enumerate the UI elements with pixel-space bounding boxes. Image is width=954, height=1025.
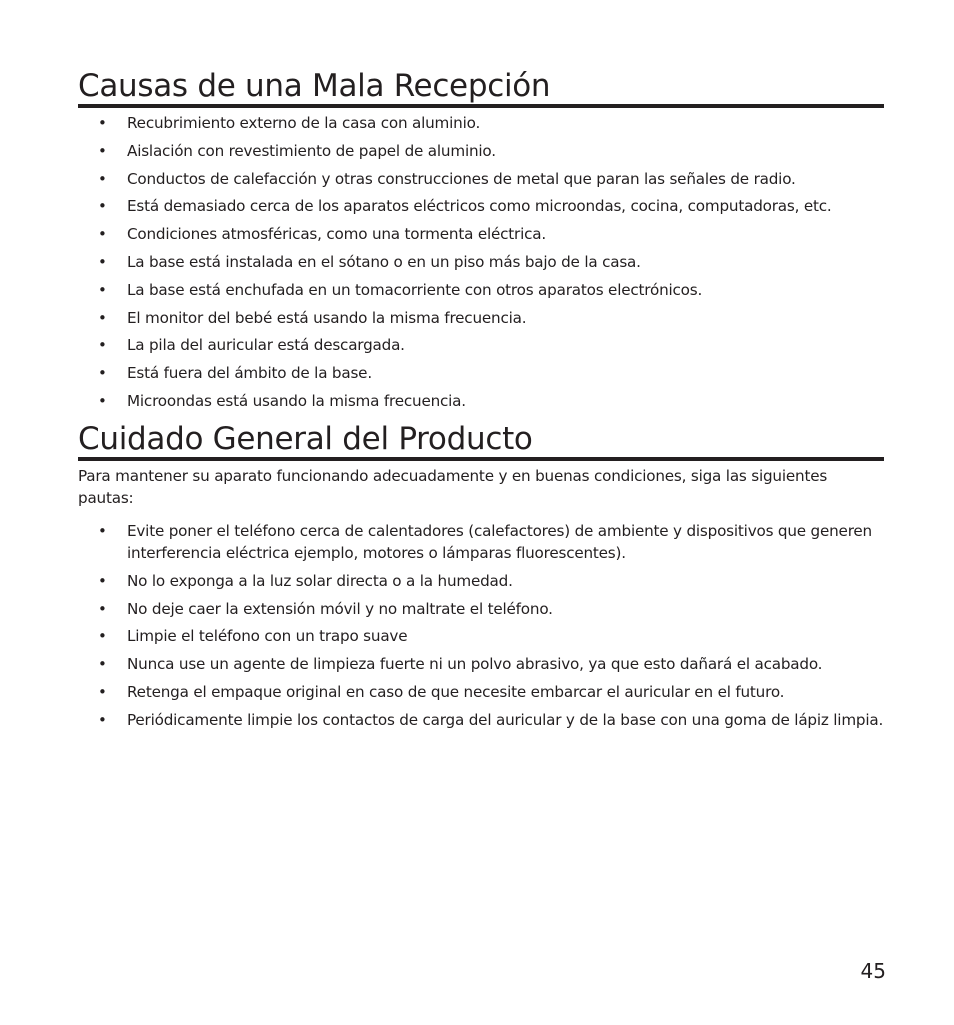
bullet-icon: •	[98, 364, 107, 383]
section-heading-reception: Causas de una Mala Recepción	[78, 68, 884, 108]
list-item-text: Aislación con revestimiento de papel de aluminio.	[127, 141, 496, 160]
list-item-text: El monitor del bebé está usando la misma frecuencia.	[127, 308, 527, 327]
list-item-text: La base está instalada en el sótano o en un piso más bajo de la casa.	[127, 252, 641, 271]
bullet-icon: •	[98, 197, 107, 216]
list-item-text: Recubrimiento externo de la casa con aluminio.	[127, 114, 481, 132]
list-item-text: Está fuera del ámbito de la base.	[127, 364, 372, 383]
list-item	[78, 223, 884, 245]
list-item	[78, 334, 884, 356]
list-item	[78, 307, 884, 329]
bullet-icon: •	[98, 391, 107, 410]
list-item-text: Condiciones atmosféricas, como una tormenta eléctrica.	[127, 225, 546, 244]
bullet-icon: •	[98, 522, 107, 540]
list-item	[78, 362, 884, 384]
bullet-icon: •	[98, 280, 107, 299]
bullet-icon: •	[98, 141, 107, 160]
list-item-text: Periódicamente limpie los contactos de carga del auricular y de la base con una goma de lápiz limpia.	[127, 710, 884, 729]
bullet-icon: •	[98, 252, 107, 271]
bullet-icon: •	[98, 169, 107, 188]
bullet-icon: •	[98, 710, 107, 729]
list-item-text: La pila del auricular está descargada.	[127, 336, 405, 355]
bullet-icon: •	[98, 682, 107, 701]
care-guidelines-list	[78, 520, 884, 737]
list-item	[78, 390, 884, 412]
reception-causes-list	[78, 112, 884, 418]
bullet-icon: •	[98, 571, 107, 590]
bullet-icon: •	[98, 627, 107, 646]
list-item	[78, 681, 884, 703]
list-item	[78, 653, 884, 675]
page-number: 45	[860, 959, 886, 983]
list-item-text: No lo exponga a la luz solar directa o a la humedad.	[127, 571, 513, 590]
bullet-icon: •	[98, 114, 107, 132]
list-item	[78, 570, 884, 592]
list-item-text: Conductos de calefacción y otras construcciones de metal que paran las señales de radio.	[127, 169, 796, 188]
bullet-icon: •	[98, 225, 107, 244]
list-item	[78, 112, 884, 134]
list-item	[78, 520, 884, 564]
list-item-text: Limpie el teléfono con un trapo suave	[127, 627, 408, 646]
bullet-icon: •	[98, 336, 107, 355]
list-item	[78, 709, 884, 731]
section-heading-care: Cuidado General del Producto	[78, 421, 884, 461]
list-item	[78, 140, 884, 162]
list-item	[78, 598, 884, 620]
list-item-text: Está demasiado cerca de los aparatos eléctricos como microondas, cocina, computadoras, etc.	[127, 197, 832, 216]
list-item	[78, 195, 884, 217]
list-item-text: Evite poner el teléfono cerca de calentadores (calefactores) de ambiente y dispositivos que generen interferencia eléctrica ejemplo, motores o lámparas fluorescentes).	[127, 522, 872, 562]
list-item	[78, 168, 884, 190]
list-item-text: La base está enchufada en un tomacorriente con otros aparatos electrónicos.	[127, 280, 703, 299]
list-item-text: No deje caer la extensión móvil y no maltrate el teléfono.	[127, 599, 553, 618]
care-intro-paragraph: Para mantener su aparato funcionando adecuadamente y en buenas condiciones, siga las siguientes pautas:	[78, 467, 828, 507]
list-item	[78, 251, 884, 273]
bullet-icon: •	[98, 308, 107, 327]
list-item	[78, 625, 884, 647]
bullet-icon: •	[98, 655, 107, 674]
list-item-text: Nunca use un agente de limpieza fuerte ni un polvo abrasivo, ya que esto dañará el acabado.	[127, 655, 823, 674]
list-item-text: Retenga el empaque original en caso de que necesite embarcar el auricular en el futuro.	[127, 682, 785, 701]
bullet-icon: •	[98, 599, 107, 618]
list-item	[78, 279, 884, 301]
list-item-text: Microondas está usando la misma frecuencia.	[127, 391, 466, 410]
